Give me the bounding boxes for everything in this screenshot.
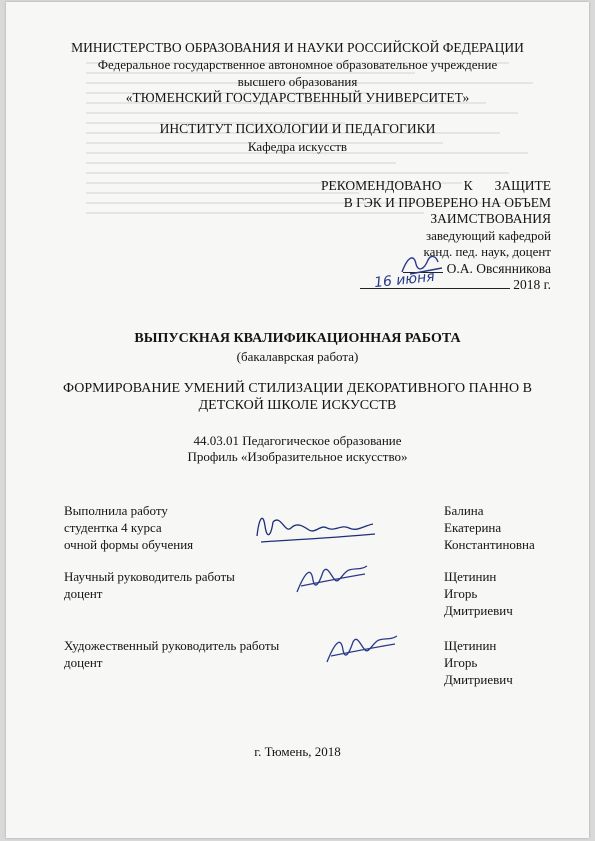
- art-supervisor-surname: Щетинин: [444, 638, 497, 653]
- approver-name: О.А. Овсянникова: [446, 260, 551, 276]
- approval-line-2: В ГЭК И ПРОВЕРЕНО НА ОБЪЕМ: [343, 194, 551, 210]
- supervisor-patronymic: Дмитриевич: [444, 603, 513, 618]
- art-supervisor-label-1: Художественный руководитель работы: [64, 638, 280, 653]
- work-type: (бакалаврская работа): [236, 349, 359, 364]
- title-page: [6, 2, 589, 838]
- art-supervisor-patronymic: Дмитриевич: [444, 672, 513, 687]
- supervisor-label-1: Научный руководитель работы: [64, 569, 235, 584]
- author-label-3: очной формы обучения: [64, 537, 194, 552]
- department-name: Кафедра искусств: [247, 139, 348, 154]
- specialty: 44.03.01 Педагогическое образование: [193, 433, 402, 448]
- author-first-name: Екатерина: [444, 520, 502, 535]
- supervisor-signature: [291, 558, 371, 600]
- approver-degree: канд. пед. наук, доцент: [423, 244, 551, 259]
- higher-education-line: высшего образования: [237, 74, 358, 89]
- supervisor-label-2: доцент: [64, 586, 103, 601]
- handwritten-date: 16 июня: [373, 268, 436, 292]
- approval-block: [321, 178, 551, 294]
- supervisor-surname: Щетинин: [444, 569, 497, 584]
- institution-type: Федеральное государственное автономное образовательное учреждение: [97, 57, 498, 72]
- author-patronymic: Константиновна: [444, 537, 535, 552]
- work-title: ВЫПУСКНАЯ КВАЛИФИКАЦИОННАЯ РАБОТА: [134, 331, 461, 346]
- supervisor-first-name: Игорь: [444, 586, 478, 601]
- profile: Профиль «Изобразительное искусство»: [187, 449, 408, 464]
- art-supervisor-name: [444, 637, 513, 688]
- author-labels: [64, 502, 193, 553]
- supervisor-labels: [64, 568, 235, 602]
- author-label-1: Выполнила работу: [64, 503, 168, 518]
- work-topic: ФОРМИРОВАНИЕ УМЕНИЙ СТИЛИЗАЦИИ ДЕКОРАТИВНОГО ПАННО В ДЕТСКОЙ ШКОЛЕ ИСКУССТВ: [63, 381, 532, 413]
- approval-date-line: [321, 277, 551, 294]
- author-label-2: студентка 4 курса: [64, 520, 162, 535]
- art-supervisor-signature: [321, 628, 401, 670]
- art-supervisor-first-name: Игорь: [444, 655, 478, 670]
- approval-line-1: РЕКОМЕНДОВАНО К ЗАЩИТЕ: [321, 178, 551, 193]
- approval-year: 2018 г.: [513, 277, 551, 292]
- art-supervisor-label-2: доцент: [64, 655, 103, 670]
- author-surname: Балина: [444, 503, 484, 518]
- author-name: [444, 502, 535, 553]
- author-signature: [251, 506, 381, 550]
- ministry-name: МИНИСТЕРСТВО ОБРАЗОВАНИЯ И НАУКИ РОССИЙСКОЙ ФЕДЕРАЦИИ: [71, 40, 524, 55]
- city-year: г. Тюмень, 2018: [254, 744, 341, 759]
- institute-name: ИНСТИТУТ ПСИХОЛОГИИ И ПЕДАГОГИКИ: [159, 121, 436, 136]
- art-supervisor-labels: [64, 637, 279, 671]
- date-blank: [360, 288, 510, 289]
- signature-blank: [403, 272, 443, 273]
- university-name: «ТЮМЕНСКИЙ ГОСУДАРСТВЕННЫЙ УНИВЕРСИТЕТ»: [125, 90, 470, 105]
- approval-line-3: ЗАИМСТВОВАНИЯ: [430, 211, 551, 226]
- supervisor-name: [444, 568, 513, 619]
- approver-signature-line: [321, 261, 551, 278]
- approver-position: заведующий кафедрой: [425, 227, 551, 243]
